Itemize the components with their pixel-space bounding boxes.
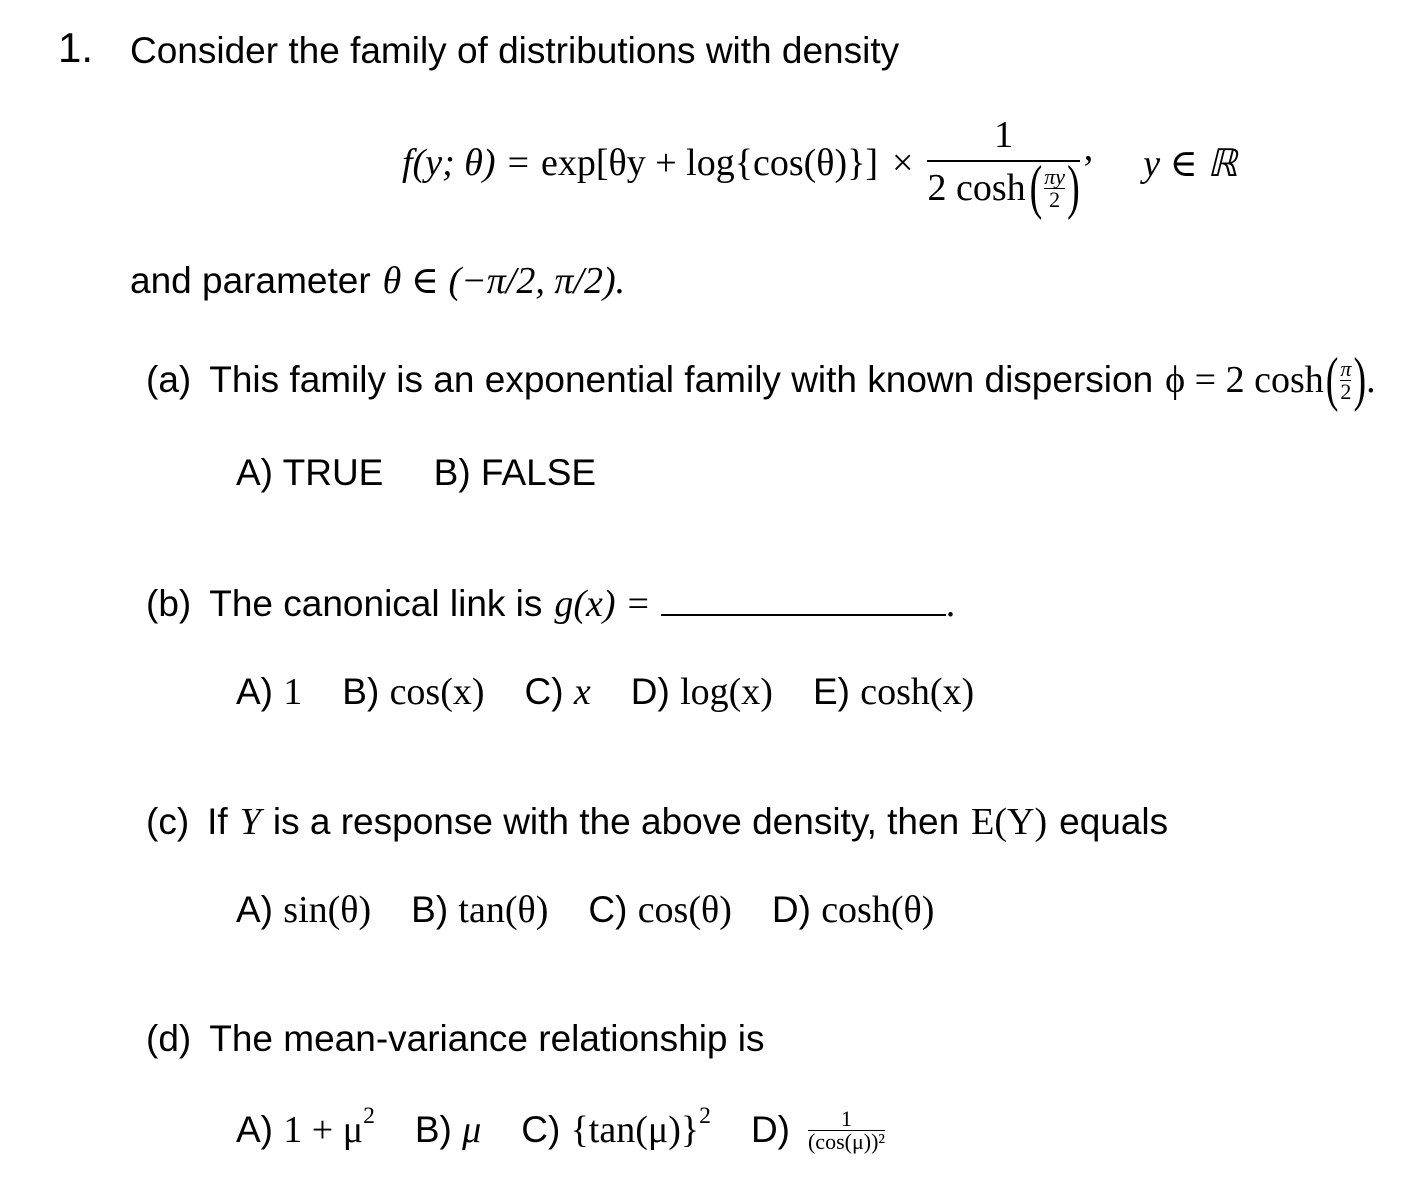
part-a-options [236, 452, 636, 494]
option-value: cosh(x) [860, 671, 975, 713]
part-c-math-ey: E(Y) [971, 801, 1048, 843]
option-value-base: 1 + μ [283, 1109, 364, 1151]
option-value: cosh(θ) [821, 889, 935, 931]
part-c-label: (c) [146, 801, 190, 842]
part-a-option-b[interactable] [434, 452, 596, 494]
part-b-options [236, 670, 1014, 714]
option-frac-den: (cos(μ))² [807, 1128, 886, 1154]
option-letter: A) [236, 671, 273, 712]
option-letter: B) [342, 671, 380, 712]
part-b-option-b[interactable] [342, 670, 484, 714]
question-intro: Consider the family of distributions with density [130, 30, 900, 71]
density-lhs: f(y; θ) [402, 142, 496, 184]
density-inner-fraction [1044, 163, 1066, 212]
option-value: TRUE [282, 452, 384, 493]
option-value-sup: 2 [699, 1103, 711, 1130]
option-value: 1 [283, 671, 303, 713]
part-d [146, 1018, 765, 1060]
part-c-text-if: If [207, 801, 228, 842]
part-a-option-a[interactable] [236, 452, 383, 494]
param-line [130, 258, 625, 303]
part-b-option-c[interactable] [525, 670, 591, 714]
option-value: sin(θ) [283, 889, 372, 931]
part-a-inner-fraction [1340, 355, 1352, 404]
option-letter: C) [588, 889, 628, 930]
part-a-inner-num: π [1340, 355, 1352, 381]
part-b-trail: . [945, 583, 956, 625]
option-letter: C) [524, 671, 564, 712]
option-letter: D) [630, 671, 670, 712]
option-letter: D) [750, 1109, 790, 1150]
option-frac-num: 1 [841, 1105, 852, 1131]
part-c-option-b[interactable] [411, 888, 548, 932]
option-letter: D) [771, 889, 811, 930]
part-a-text: This family is an exponential family with known dispersion [209, 359, 1154, 400]
density-exp-part: exp[θy + log{cos(θ)}] [541, 142, 879, 184]
option-value: tan(θ) [458, 889, 549, 931]
option-letter: A) [236, 889, 273, 930]
option-letter: B) [411, 889, 449, 930]
option-letter: A) [236, 452, 273, 493]
part-d-option-b[interactable] [415, 1108, 481, 1152]
part-c-option-a[interactable] [236, 888, 371, 932]
part-c-math-y: Y [239, 801, 261, 843]
param-text: and parameter [130, 260, 371, 301]
part-d-option-c[interactable] [521, 1103, 711, 1152]
part-c-options [236, 888, 974, 932]
part-d-options [236, 1098, 925, 1162]
option-letter: A) [236, 1109, 273, 1150]
part-a-label: (a) [146, 359, 192, 400]
density-fraction: 1 2 cosh ( $\frac{\pi y}{2}$ ) [927, 113, 1080, 222]
density-frac-num: 1 [994, 113, 1014, 156]
part-d-option-d[interactable] [750, 1105, 886, 1154]
option-letter: B) [433, 452, 471, 493]
option-value: μ [462, 1109, 482, 1151]
part-c [146, 800, 1168, 844]
part-b-option-d[interactable] [631, 670, 773, 714]
part-b-math: g(x) = [554, 583, 651, 625]
density-formula [402, 108, 1238, 222]
part-b-text: The canonical link is [209, 583, 543, 624]
option-value: cos(θ) [637, 889, 732, 931]
density-domain: y ∈ ℝ [1143, 142, 1238, 185]
part-a-math-lhs: ϕ = 2 cosh [1165, 359, 1324, 401]
part-c-text-end: equals [1059, 801, 1169, 842]
part-a-inner-den: 2 [1340, 378, 1352, 404]
density-frac-den-lead: 2 cosh [927, 167, 1026, 209]
density-eq: = [507, 142, 529, 184]
option-value: x [573, 671, 591, 713]
param-math: θ ∈ (−π/2, π/2). [382, 260, 626, 302]
density-inner-num: πy [1044, 163, 1066, 189]
part-a: (a) This family is an exponential family with known dispersion ϕ = 2 cosh ( $\frac{\pi}{2}$ ) . [146, 346, 1376, 414]
part-d-option-a[interactable] [236, 1103, 375, 1152]
part-d-text: The mean-variance relationship is [209, 1018, 765, 1059]
part-c-option-d[interactable] [772, 888, 935, 932]
option-value: log(x) [680, 671, 773, 713]
part-b-option-a[interactable] [236, 670, 302, 714]
option-value: cos(x) [389, 671, 485, 713]
option-letter: E) [812, 671, 850, 712]
option-value-base: {tan(μ)} [570, 1109, 700, 1151]
density-comma: , [1083, 127, 1094, 169]
option-letter: B) [414, 1109, 452, 1150]
part-c-text-mid: is a response with the above density, then [272, 801, 960, 842]
part-b-label: (b) [146, 583, 192, 624]
part-b [146, 582, 955, 626]
question-number: 1. [58, 24, 94, 71]
option-value-sup: 2 [363, 1103, 375, 1130]
option-fraction [807, 1105, 886, 1154]
density-times: × [892, 142, 914, 184]
part-b-option-e[interactable] [813, 670, 974, 714]
option-value: FALSE [480, 452, 597, 493]
part-a-trail: . [1366, 359, 1376, 401]
part-d-label: (d) [146, 1018, 192, 1059]
part-c-option-c[interactable] [588, 888, 732, 932]
part-b-answer-blank[interactable] [661, 613, 946, 616]
option-letter: C) [521, 1109, 561, 1150]
density-inner-den: 2 [1049, 186, 1061, 212]
